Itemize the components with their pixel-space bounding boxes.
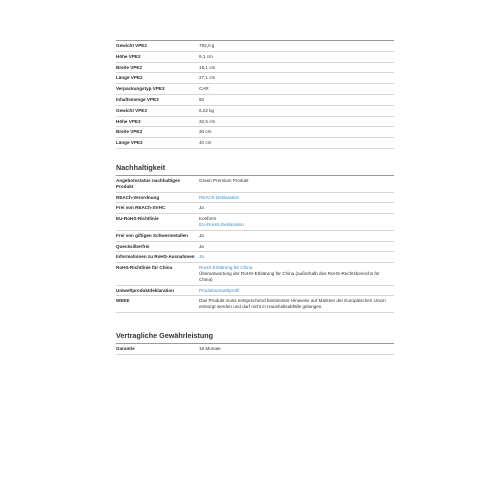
product-datasheet [116, 40, 394, 355]
warranty-table [116, 343, 394, 355]
spec-key: Höhe VPE2 [116, 53, 141, 59]
spec-row [116, 175, 394, 192]
reach-declaration-link[interactable]: REACh-Deklaration [199, 194, 240, 200]
spec-key: Inhaltsmenge VPE3 [116, 96, 159, 102]
spec-row [116, 51, 394, 62]
spec-value: Ja [199, 205, 204, 211]
spec-row [116, 263, 394, 285]
spec-row [116, 84, 394, 95]
spec-value: Konform [199, 216, 217, 222]
spec-key: Quecksilberfrei [116, 243, 150, 249]
spec-value: 27,1 cm [199, 75, 216, 81]
rohs-exemptions-link[interactable]: Ja [199, 254, 204, 260]
spec-row [116, 230, 394, 241]
spec-key: EU-RoHS-Richtlinie [116, 216, 159, 222]
spec-value: 18 Monate [199, 345, 221, 351]
spec-row [116, 192, 394, 203]
spec-key: Breite VPE2 [116, 64, 143, 70]
spec-key: Angebotsstatus nachhaltiges Produkt [116, 177, 181, 189]
product-environment-profile-link[interactable]: Produktumweltprofil [199, 287, 240, 293]
spec-row [116, 285, 394, 296]
spec-value: 18,1 cm [199, 64, 216, 70]
spec-key: Frei von giftigen Schwermetallen [116, 232, 188, 238]
spec-value: 40 cm [199, 140, 212, 146]
spec-key: RoHS-Richtlinie für China [116, 265, 173, 271]
spec-row [116, 73, 394, 84]
spec-value: 32,5 cm [199, 118, 216, 124]
spec-row [116, 343, 394, 354]
spec-value: 30 cm [199, 129, 212, 135]
spec-value: CAR [199, 86, 209, 92]
section-title-sustainability: Nachhaltigkeit [116, 162, 166, 172]
spec-key: Breite VPE3 [116, 129, 143, 135]
spec-key: Frei von REACh-SVHC [116, 205, 166, 211]
spec-value: Überantwortung der RoHS-Erklärung für China (außerhalb des RoHS-Rechtsbereichs für China) [199, 270, 380, 282]
spec-row [116, 296, 394, 313]
spec-key: Informationen zu RoHS-Ausnahmen [116, 254, 195, 260]
spec-key: Länge VPE3 [116, 140, 143, 146]
spec-row [116, 41, 394, 52]
spec-row [116, 138, 394, 149]
spec-key: Verpackungstyp VPE3 [116, 86, 165, 92]
spec-key: Gewicht VPE3 [116, 107, 147, 113]
spec-key: Höhe VPE3 [116, 118, 141, 124]
spec-row [116, 94, 394, 105]
spec-key: WEEE [116, 298, 130, 304]
spec-value: Ja [199, 232, 204, 238]
spec-row [116, 214, 394, 231]
packaging-table [116, 40, 394, 149]
spec-row [116, 203, 394, 214]
spec-value: 6,22 kg [199, 107, 215, 113]
spec-key: Gewicht VPE2 [116, 43, 147, 48]
sustainability-table [116, 175, 394, 313]
spec-row [116, 105, 394, 116]
spec-value: 792,0 g [199, 43, 215, 48]
spec-key: Garantie [116, 345, 135, 351]
china-rohs-declaration-link[interactable]: RoHS-Erklärung für China [199, 265, 253, 271]
spec-key: REACh-Verordnung [116, 194, 160, 200]
eu-rohs-declaration-link[interactable]: EU-RoHS-Deklaration [199, 221, 244, 227]
spec-value: 60 [199, 96, 205, 102]
spec-value: Green Premium Produkt [199, 177, 249, 183]
spec-key: Länge VPE2 [116, 75, 143, 81]
spec-row [116, 241, 394, 252]
spec-row [116, 62, 394, 73]
spec-value: 9,1 cm [199, 53, 213, 59]
spec-value: Das Produkt muss entsprechend bestimmter Hinweise auf Märkten der Europäischen Union entsorgt werden und darf nicht in Haushaltsabfälle gelangen. [199, 298, 386, 310]
spec-key: Umweltproduktdeklaration [116, 287, 174, 293]
spec-row [116, 252, 394, 263]
spec-row [116, 116, 394, 127]
section-title-warranty: Vertragliche Gewährleistung [116, 330, 214, 340]
spec-row [116, 127, 394, 138]
spec-value: Ja [199, 243, 204, 249]
